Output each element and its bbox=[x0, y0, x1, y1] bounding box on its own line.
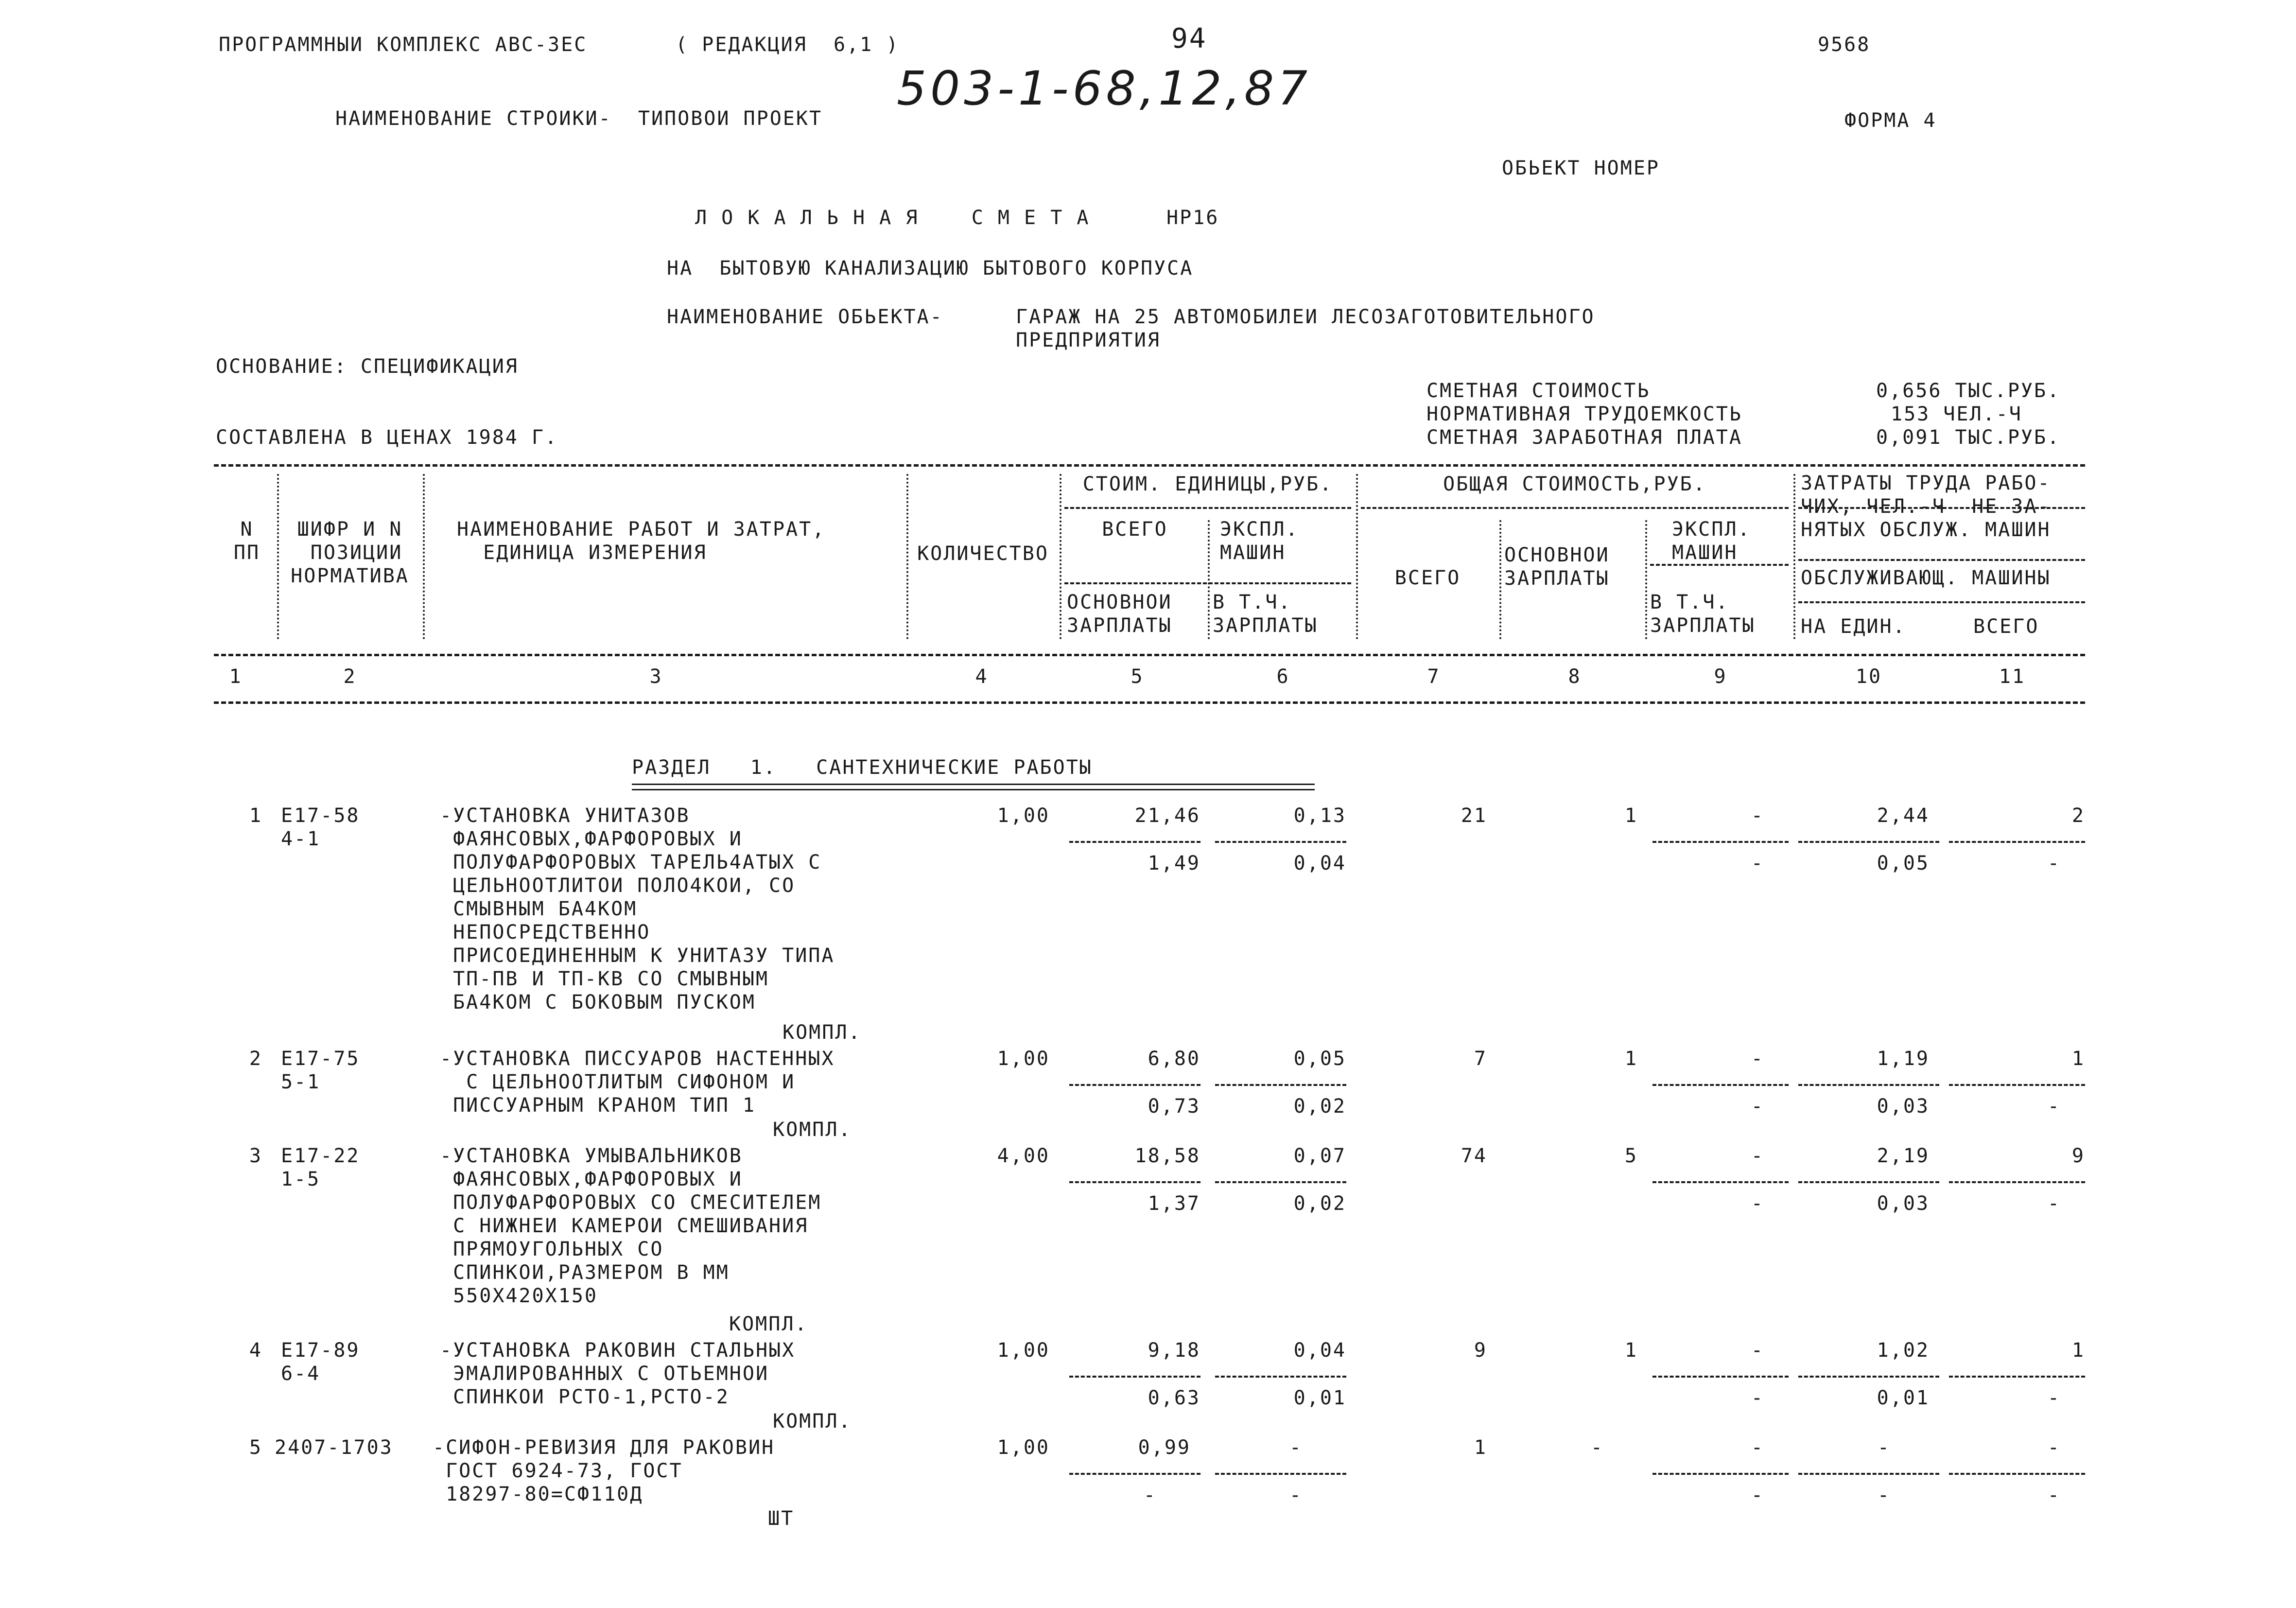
row-labor-unit2: - bbox=[1877, 1484, 1891, 1506]
th-total-all: ВСЕГО bbox=[1394, 567, 1461, 589]
section-title: РАЗДЕЛ 1. САНТЕХНИЧЕСКИЕ РАБОТЫ bbox=[632, 756, 1093, 779]
row-labor-unit2: 0,03 bbox=[1877, 1095, 1930, 1118]
row-cost-total: 6,80 bbox=[1148, 1048, 1200, 1070]
row-qty: 1,00 bbox=[997, 1339, 1050, 1362]
th-unit-incl-pay: В Т.Ч. ЗАРПЛАТЫ bbox=[1213, 591, 1318, 637]
cell-divider bbox=[1652, 1376, 1789, 1378]
row-name: -УСТАНОВКА РАКОВИН СТАЛЬНЫХ ЭМАЛИРОВАННЫХ С ОТЬЕМНОИ СПИНКОИ РСТО-1,РСТО-2 bbox=[440, 1339, 796, 1408]
cell-divider bbox=[1949, 1084, 2085, 1086]
row-name: -СИФОН-РЕВИЗИЯ ДЛЯ РАКОВИН ГОСТ 6924-73, ГОСТ 18297-80=СФ110Д bbox=[433, 1436, 775, 1505]
cell-divider bbox=[1069, 1181, 1200, 1183]
col-number: 10 bbox=[1855, 665, 1882, 688]
row-cost-total: 0,99 bbox=[1138, 1436, 1191, 1459]
row-cost-mach: 0,13 bbox=[1293, 804, 1346, 827]
summary-value-cost: 0,656 ТЫС.РУБ. bbox=[1876, 380, 2061, 402]
section-double-rule bbox=[632, 784, 1315, 790]
col-number: 4 bbox=[975, 665, 989, 688]
row-labor-total2: - bbox=[2047, 1387, 2061, 1409]
row-unit: КОМПЛ. bbox=[773, 1410, 852, 1433]
col-sep bbox=[1356, 474, 1358, 639]
cell-divider bbox=[1798, 1181, 1939, 1183]
row-labor-total: 9 bbox=[2071, 1145, 2085, 1167]
header-bottom-rule bbox=[214, 654, 2085, 656]
row-cost-base-pay: 0,63 bbox=[1148, 1387, 1200, 1409]
row-total-incl-pay: - bbox=[1751, 1192, 1764, 1215]
cell-divider bbox=[1949, 1473, 2085, 1475]
col-sep bbox=[1208, 520, 1210, 639]
cell-divider bbox=[1215, 1473, 1346, 1475]
cell-divider bbox=[1069, 1473, 1200, 1475]
cell-divider bbox=[1652, 1181, 1789, 1183]
col-sep bbox=[906, 474, 908, 639]
cell-divider bbox=[1949, 1181, 2085, 1183]
row-labor-total: - bbox=[2047, 1436, 2061, 1459]
row-labor-unit: 1,02 bbox=[1877, 1339, 1930, 1362]
th-total-cost: ОБЩАЯ СТОИМОСТЬ,РУБ. bbox=[1443, 473, 1706, 495]
row-code: Е17-75 5-1 bbox=[281, 1048, 360, 1093]
object-number-label: ОБЬЕКТ НОМЕР bbox=[1502, 157, 1660, 179]
row-unit: ШТ bbox=[768, 1507, 795, 1530]
row-labor-total2: - bbox=[2047, 1484, 2061, 1506]
row-cost-base-pay: 1,49 bbox=[1148, 852, 1200, 874]
row-labor-total: 1 bbox=[2071, 1048, 2085, 1070]
col-numbers-bottom-rule bbox=[214, 701, 2085, 704]
row-labor-unit: - bbox=[1877, 1436, 1891, 1459]
basis: ОСНОВАНИЕ: СПЕЦИФИКАЦИЯ bbox=[216, 355, 519, 378]
row-total-mach: - bbox=[1751, 1048, 1764, 1070]
col-sep bbox=[1645, 520, 1647, 639]
th-name: НАИМЕНОВАНИЕ РАБОТ И ЗАТРАТ, ЕДИНИЦА ИЗМЕРЕНИЯ bbox=[457, 518, 826, 564]
row-total: 21 bbox=[1461, 804, 1487, 827]
col-sep bbox=[277, 474, 279, 639]
cell-divider bbox=[1215, 1181, 1346, 1183]
row-total-mach: - bbox=[1751, 1339, 1764, 1362]
row-cost-base-pay: 1,37 bbox=[1148, 1192, 1200, 1215]
summary-label-cost: СМЕТНАЯ СТОИМОСТЬ bbox=[1426, 380, 1651, 402]
cell-divider bbox=[1069, 841, 1200, 843]
col-number: 7 bbox=[1427, 665, 1441, 688]
row-labor-total2: - bbox=[2047, 1095, 2061, 1118]
col-number: 6 bbox=[1276, 665, 1290, 688]
sub-rule bbox=[1798, 559, 2085, 561]
row-cost-mach: 0,05 bbox=[1293, 1048, 1346, 1070]
cell-divider bbox=[1798, 841, 1939, 843]
th-n: N ПП bbox=[233, 518, 261, 564]
cell-divider bbox=[1798, 1084, 1939, 1086]
row-cost-total: 9,18 bbox=[1148, 1339, 1200, 1362]
cell-divider bbox=[1215, 1084, 1346, 1086]
row-total-base-pay: 1 bbox=[1624, 1339, 1638, 1362]
th-code: ШИФР И N ПОЗИЦИИ НОРМАТИВА bbox=[291, 518, 409, 587]
row-labor-unit2: 0,03 bbox=[1877, 1192, 1930, 1215]
page-number: 94 bbox=[1171, 23, 1207, 54]
row-total: 1 bbox=[1474, 1436, 1487, 1459]
row-number: 3 bbox=[249, 1145, 262, 1167]
row-total-incl-pay: - bbox=[1751, 1387, 1764, 1409]
row-total-mach: - bbox=[1751, 804, 1764, 827]
row-unit: КОМПЛ. bbox=[783, 1021, 862, 1044]
cell-divider bbox=[1069, 1376, 1200, 1378]
row-total: 9 bbox=[1474, 1339, 1487, 1362]
row-labor-total2: - bbox=[2047, 1192, 2061, 1215]
row-code: Е17-89 6-4 bbox=[281, 1339, 360, 1385]
row-labor-total: 2 bbox=[2071, 804, 2085, 827]
row-code: Е17-58 4-1 bbox=[281, 804, 360, 850]
col-number: 11 bbox=[1999, 665, 2026, 688]
summary-label-labor: НОРМАТИВНАЯ ТРУДОЕМКОСТЬ bbox=[1426, 403, 1742, 425]
col-sep bbox=[1060, 474, 1061, 639]
row-qty: 4,00 bbox=[997, 1145, 1050, 1167]
row-qty: 1,00 bbox=[997, 1048, 1050, 1070]
row-total-incl-pay: - bbox=[1751, 1095, 1764, 1118]
row-cost-incl-pay: 0,01 bbox=[1293, 1387, 1346, 1409]
summary-value-labor: 153 ЧЕЛ.-Ч bbox=[1891, 403, 2022, 425]
edition: ( РЕДАКЦИЯ 6,1 ) bbox=[676, 34, 900, 56]
project-code-handwritten: 503-1-68,12,87 bbox=[897, 61, 1312, 116]
summary-label-wages: СМЕТНАЯ ЗАРАБОТНАЯ ПЛАТА bbox=[1426, 426, 1742, 449]
th-labor-unit: НА ЕДИН. bbox=[1801, 615, 1906, 638]
cell-divider bbox=[1949, 841, 2085, 843]
th-qty: КОЛИЧЕСТВО bbox=[917, 542, 1049, 565]
row-labor-total: 1 bbox=[2071, 1339, 2085, 1362]
row-cost-mach: 0,04 bbox=[1293, 1339, 1346, 1362]
cell-divider bbox=[1215, 1376, 1346, 1378]
object-name-line1: ГАРАЖ НА 25 АВТОМОБИЛЕИ ЛЕСОЗАГОТОВИТЕЛЬНОГО bbox=[1016, 306, 1595, 328]
th-total-incl-pay: В Т.Ч. ЗАРПЛАТЫ bbox=[1650, 591, 1756, 637]
row-cost-incl-pay: - bbox=[1289, 1484, 1303, 1506]
row-cost-mach: - bbox=[1289, 1436, 1303, 1459]
cell-divider bbox=[1215, 841, 1346, 843]
row-name: -УСТАНОВКА ПИССУАРОВ НАСТЕННЫХ С ЦЕЛЬНООТЛИТЫМ СИФОНОМ И ПИССУАРНЫМ КРАНОМ ТИП 1 bbox=[440, 1048, 835, 1117]
th-labor-serv: ОБСЛУЖИВАЮЩ. МАШИНЫ bbox=[1801, 567, 2051, 589]
sub-rule bbox=[1064, 507, 1351, 509]
row-labor-unit2: 0,01 bbox=[1877, 1387, 1930, 1409]
row-name: -УСТАНОВКА УМЫВАЛЬНИКОВ ФАЯНСОВЫХ,ФАРФОРОВЫХ И ПОЛУФАРФОРОВЫХ СО СМЕСИТЕЛЕМ С НИЖНЕИ КАМЕРОИ СМЕШИВАНИЯ ПРЯМОУГОЛЬНЫХ СО СПИНКОИ,РАЗМЕРОМ В ММ 550Х420Х150 bbox=[440, 1145, 822, 1307]
row-labor-total2: - bbox=[2047, 852, 2061, 874]
row-cost-mach: 0,07 bbox=[1293, 1145, 1346, 1167]
row-name: -УСТАНОВКА УНИТАЗОВ ФАЯНСОВЫХ,ФАРФОРОВЫХ И ПОЛУФАРФОРОВЫХ ТАРЕЛЬ4АТЫХ С ЦЕЛЬНООТЛИТОИ ПОЛО4КОИ, СО СМЫВНЫМ БА4КОМ НЕПОСРЕДСТВЕННО ПРИСОЕДИНЕННЫМ К УНИТАЗУ ТИПА ТП-ПВ И ТП-КВ СО СМЫВНЫМ БА4КОМ С БОКОВЫМ ПУСКОМ bbox=[440, 804, 835, 1014]
row-unit: КОМПЛ. bbox=[729, 1313, 808, 1335]
row-total-mach: - bbox=[1751, 1436, 1764, 1459]
row-total-mach: - bbox=[1751, 1145, 1764, 1167]
row-labor-unit2: 0,05 bbox=[1877, 852, 1930, 874]
th-labor-total: ВСЕГО bbox=[1973, 615, 2039, 638]
row-total: 7 bbox=[1474, 1048, 1487, 1070]
cell-divider bbox=[1798, 1473, 1939, 1475]
sub-rule bbox=[1361, 507, 1789, 509]
cell-divider bbox=[1652, 1473, 1789, 1475]
row-total-base-pay: - bbox=[1590, 1436, 1604, 1459]
object-name-line2: ПРЕДПРИЯТИЯ bbox=[1016, 329, 1161, 351]
th-labor: ЗАТРАТЫ ТРУДА РАБО- ЧИХ, ЧЕЛ.-Ч НЕ ЗА- НЯТЫХ ОБСЛУЖ. МАШИН bbox=[1801, 472, 2051, 541]
row-total: 74 bbox=[1461, 1145, 1487, 1167]
prices-basis: СОСТАВЛЕНА В ЦЕНАХ 1984 Г. bbox=[216, 426, 558, 449]
summary-value-wages: 0,091 ТЫС.РУБ. bbox=[1876, 426, 2061, 449]
col-number: 9 bbox=[1714, 665, 1727, 688]
construction-label: НАИМЕНОВАНИЕ СТРОИКИ- ТИПОВОИ ПРОЕКТ bbox=[335, 107, 823, 130]
row-cost-incl-pay: 0,04 bbox=[1293, 852, 1346, 874]
doc-number: 9568 bbox=[1818, 34, 1871, 56]
th-unit-mach: ЭКСПЛ. МАШИН bbox=[1220, 518, 1299, 564]
cell-divider bbox=[1652, 1084, 1789, 1086]
row-unit: КОМПЛ. bbox=[773, 1119, 852, 1141]
row-labor-unit: 2,44 bbox=[1877, 804, 1930, 827]
object-label: НАИМЕНОВАНИЕ ОБЬЕКТА- bbox=[667, 306, 943, 328]
row-number: 1 bbox=[249, 804, 262, 827]
sub-rule bbox=[1064, 582, 1351, 584]
form-label: ФОРМА 4 bbox=[1844, 109, 1937, 132]
th-unit-total: ВСЕГО bbox=[1102, 518, 1168, 541]
cell-divider bbox=[1069, 1084, 1200, 1086]
th-unit-cost: СТОИМ. ЕДИНИЦЫ,РУБ. bbox=[1082, 473, 1333, 495]
col-number: 5 bbox=[1131, 665, 1144, 688]
row-labor-unit: 2,19 bbox=[1877, 1145, 1930, 1167]
col-number: 2 bbox=[343, 665, 357, 688]
row-code: 2407-1703 bbox=[275, 1436, 393, 1459]
row-cost-total: 18,58 bbox=[1134, 1145, 1200, 1167]
col-number: 1 bbox=[229, 665, 243, 688]
estimate-title: Л О К А Л Ь Н А Я С М Е Т А bbox=[695, 207, 1090, 229]
row-total-base-pay: 1 bbox=[1624, 804, 1638, 827]
row-qty: 1,00 bbox=[997, 804, 1050, 827]
row-cost-incl-pay: 0,02 bbox=[1293, 1095, 1346, 1118]
program-name: ПРОГРАММНЫИ КОМПЛЕКС АВС-3ЕС bbox=[219, 34, 588, 56]
col-sep bbox=[423, 474, 425, 639]
row-qty: 1,00 bbox=[997, 1436, 1050, 1459]
th-unit-base-pay: ОСНОВНОИ ЗАРПЛАТЫ bbox=[1067, 591, 1172, 637]
sub-rule bbox=[1798, 601, 2085, 603]
estimate-subject: НА БЫТОВУЮ КАНАЛИЗАЦИЮ БЫТОВОГО КОРПУСА bbox=[667, 257, 1194, 280]
table-top-rule bbox=[214, 464, 2085, 467]
row-number: 2 bbox=[249, 1048, 262, 1070]
row-cost-total: 21,46 bbox=[1134, 804, 1200, 827]
row-number: 5 bbox=[249, 1436, 262, 1459]
row-total-incl-pay: - bbox=[1751, 1484, 1764, 1506]
row-cost-base-pay: 0,73 bbox=[1148, 1095, 1200, 1118]
col-sep bbox=[1793, 474, 1795, 639]
row-total-base-pay: 1 bbox=[1624, 1048, 1638, 1070]
row-cost-base-pay: - bbox=[1143, 1484, 1157, 1506]
row-code: Е17-22 1-5 bbox=[281, 1145, 360, 1190]
cell-divider bbox=[1798, 1376, 1939, 1378]
row-labor-unit: 1,19 bbox=[1877, 1048, 1930, 1070]
row-cost-incl-pay: 0,02 bbox=[1293, 1192, 1346, 1215]
row-number: 4 bbox=[249, 1339, 262, 1362]
estimate-number: НР16 bbox=[1166, 207, 1219, 229]
cell-divider bbox=[1949, 1376, 2085, 1378]
row-total-incl-pay: - bbox=[1751, 852, 1764, 874]
th-total-base-pay: ОСНОВНОИ ЗАРПЛАТЫ bbox=[1504, 544, 1610, 590]
th-total-mach: ЭКСПЛ. МАШИН bbox=[1672, 518, 1751, 564]
col-sep bbox=[1499, 520, 1501, 639]
col-number: 3 bbox=[649, 665, 663, 688]
row-total-base-pay: 5 bbox=[1624, 1145, 1638, 1167]
cell-divider bbox=[1652, 841, 1789, 843]
col-number: 8 bbox=[1568, 665, 1582, 688]
